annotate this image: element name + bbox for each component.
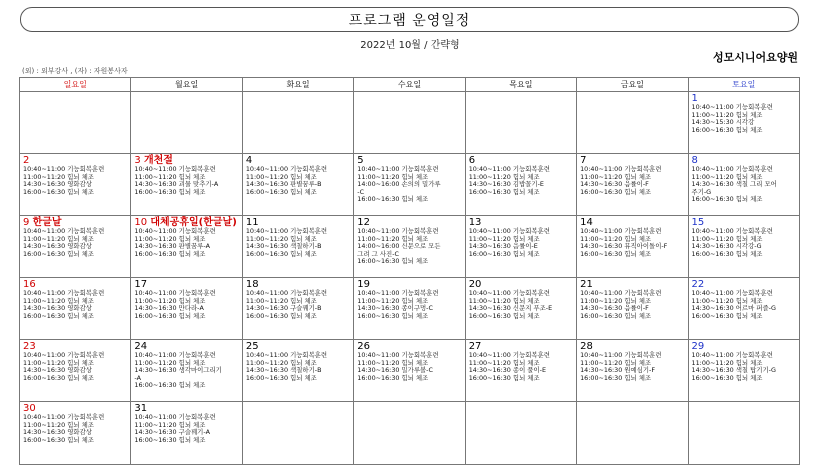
day-number-value: 18	[245, 279, 259, 290]
schedule-item: 14:30~16:30 구슬꿰기-A	[134, 428, 211, 437]
schedule-item: 10:40~11:00 기능회복훈련	[23, 227, 105, 235]
schedule-item: 11:00~11:20 힘뇌 체조	[357, 296, 429, 305]
schedule-item: 14:30~16:30 색칠 탑기기-G	[691, 366, 776, 375]
day-number-value: 11	[245, 217, 259, 228]
schedule-item: 10:40~11:00 기능회복훈련	[134, 351, 216, 359]
day-cell[interactable]	[131, 92, 242, 154]
schedule-item: 10:40~11:00 기능회복훈련	[23, 351, 105, 359]
schedule-item: 10:40~11:00 기능회복훈련	[245, 227, 328, 235]
schedule-item: 11:00~11:20 힘뇌 체조	[245, 234, 317, 243]
schedule-item: 10:40~11:00 기능회복훈련	[580, 351, 662, 359]
schedule-item: 11:00~11:20 힘뇌 체조	[357, 172, 429, 181]
schedule-item: 14:30~16:30 뮤직아이돌이-F	[580, 242, 668, 251]
schedule-item: 10:40~11:00 기능회복훈련	[23, 413, 105, 421]
schedule-item: 14:30~16:30 만다라-A	[134, 304, 204, 313]
schedule-item: 16:00~16:30 힘뇌 체조	[691, 311, 763, 320]
schedule-item: 11:00~11:20 힘뇌 체조	[134, 234, 206, 243]
schedule-item: 10:40~11:00 기능회복훈련	[357, 289, 439, 297]
schedule-item: 16:00~16:30 힘뇌 체조	[468, 187, 540, 196]
schedule-item: 11:00~11:20 힘뇌 체조	[245, 358, 317, 367]
schedule-item: 14:30~16:30 밀가루볼-C	[357, 366, 433, 375]
schedule-item: 16:00~16:30 힘뇌 체조	[134, 249, 206, 258]
day-cell[interactable]	[465, 278, 576, 340]
schedule-item: 14:30~16:30 종이 풀이-E	[468, 366, 546, 375]
schedule-item: 11:00~11:20 힘뇌 체조	[134, 420, 206, 429]
week-row	[20, 340, 800, 402]
day-cell[interactable]	[465, 154, 576, 216]
schedule-item: 16:00~16:30 힘뇌 체조	[134, 187, 206, 196]
schedule-item: 16:00~16:30 힘뇌 체조	[468, 249, 540, 258]
schedule-item: 16:00~16:30 힘뇌 체조	[357, 195, 429, 204]
day-number-value: 31	[134, 403, 148, 414]
schedule-item: 그려 그 사진-C	[357, 249, 399, 258]
schedule-item: 14:30~16:30 생각마이그리기	[134, 366, 222, 375]
schedule-item: 11:00~11:20 힘뇌 체조	[357, 358, 429, 367]
schedule-item: 10:40~11:00 기능회복훈련	[245, 289, 328, 297]
day-number-value: 20	[468, 279, 482, 290]
schedule-item: 10:40~11:00 기능회복훈련	[134, 165, 216, 173]
weekday-monday: 월요일	[131, 78, 242, 92]
schedule-item: 11:00~11:20 힘뇌 체조	[691, 234, 763, 243]
schedule-item: 11:00~11:20 힘뇌 체조	[691, 296, 763, 305]
schedule-item: 16:00~16:30 힘뇌 체조	[580, 373, 652, 382]
schedule-item: 16:00~16:30 힘뇌 체조	[691, 373, 763, 382]
legend-note: (외) : 외부강사 , (자) : 자원봉사자	[22, 67, 128, 75]
schedule-item: 10:40~11:00 기능회복훈련	[245, 351, 328, 359]
schedule-item: 10:40~11:00 기능회복훈련	[134, 413, 216, 421]
calendar-table	[19, 77, 800, 465]
day-cell[interactable]	[242, 340, 353, 402]
day-cell[interactable]	[354, 154, 465, 216]
schedule-item: 11:00~11:20 힘뇌 체조	[134, 358, 206, 367]
schedule-item: 14:30~16:30 판별꿈루-B	[245, 180, 322, 189]
organization-name: 성모시니어요양원	[712, 51, 798, 64]
schedule-item: 16:00~16:30 힘뇌 체조	[23, 249, 94, 258]
week-row	[20, 278, 800, 340]
schedule-item: 16:00~16:30 힘뇌 체조	[691, 195, 763, 204]
day-number-value: 14	[580, 217, 593, 228]
schedule-item: 14:30~16:30 음률이-F	[580, 180, 649, 189]
day-cell[interactable]	[688, 154, 799, 216]
day-cell[interactable]	[577, 340, 688, 402]
day-cell[interactable]	[354, 278, 465, 340]
schedule-item: 11:00~11:20 힘뇌 체조	[580, 358, 652, 367]
day-number-value: 25	[245, 341, 259, 352]
day-number-value: 23	[23, 341, 36, 352]
schedule-item: 14:30~16:30 영화감상	[23, 304, 92, 313]
weekday-sunday: 일요일	[20, 78, 131, 92]
schedule-item: 11:00~11:20 힘뇌 체조	[23, 296, 94, 305]
schedule-item: 16:00~16:30 힘뇌 체조	[357, 373, 429, 382]
schedule-item: 10:40~11:00 기능회복훈련	[691, 103, 773, 111]
day-number-value: 22	[691, 279, 705, 290]
week-row	[20, 154, 800, 216]
schedule-item: 주기-G	[691, 187, 712, 196]
day-cell[interactable]	[354, 402, 465, 465]
day-cell[interactable]	[131, 402, 242, 465]
schedule-item: 14:30~16:30 영화감상	[23, 180, 92, 189]
schedule-item: 16:00~16:30 힘뇌 체조	[245, 311, 317, 320]
schedule-item: 10:40~11:00 기능회복훈련	[691, 165, 773, 173]
schedule-item: 16:00~16:30 힘뇌 체조	[357, 311, 429, 320]
schedule-item: 16:00~16:30 힘뇌 체조	[23, 435, 94, 444]
schedule-item: 10:40~11:00 기능회복훈련	[580, 227, 662, 235]
day-cell[interactable]	[354, 340, 465, 402]
schedule-item: 11:00~11:20 힘뇌 체조	[580, 172, 652, 181]
schedule-item: 16:00~16:30 힘뇌 체조	[468, 373, 540, 382]
schedule-item: 16:00~16:30 힘뇌 체조	[580, 249, 652, 258]
schedule-item: 11:00~11:20 힘뇌 체조	[468, 234, 540, 243]
weekday-friday: 금요일	[577, 78, 688, 92]
schedule-item: 10:40~11:00 기능회복훈련	[23, 165, 105, 173]
day-cell[interactable]	[354, 216, 465, 278]
schedule-item: 14:00~16:00 신문으로 모든	[357, 242, 441, 251]
schedule-item: 10:40~11:00 기능회복훈련	[468, 165, 550, 173]
schedule-item: 11:00~11:20 힘뇌 체조	[580, 296, 652, 305]
day-number-value: 15	[691, 217, 705, 228]
schedule-item: 14:30~16:30 색칠하기-B	[245, 242, 322, 251]
schedule-item: 14:30~16:30 종이구멍-C	[357, 304, 433, 313]
day-cell[interactable]	[20, 340, 131, 402]
day-cell[interactable]	[688, 402, 799, 465]
page-subtitle: 2022년 10월 / 간략형	[360, 40, 460, 51]
schedule-item: 11:00~11:20 힘뇌 체조	[580, 234, 652, 243]
schedule-item: -C	[357, 187, 365, 196]
schedule-item: 11:00~11:20 힘뇌 체조	[134, 296, 206, 305]
schedule-item: 16:00~16:30 힘뇌 체조	[468, 311, 540, 320]
holiday-label: 개천절	[143, 155, 173, 166]
day-number-value: 13	[468, 217, 482, 228]
day-number-value: 1	[691, 93, 698, 104]
day-number-value: 12	[357, 217, 370, 228]
day-number-value: 3	[134, 155, 141, 166]
week-row	[20, 216, 800, 278]
day-cell[interactable]	[131, 154, 242, 216]
schedule-item: 10:40~11:00 기능회복훈련	[134, 227, 216, 235]
schedule-item: 16:00~16:30 힘뇌 체조	[580, 187, 652, 196]
holiday-label: 한글날	[32, 217, 62, 228]
schedule-item: 10:40~11:00 기능회복훈련	[468, 351, 550, 359]
schedule-item: 11:00~11:20 힘뇌 체조	[357, 234, 429, 243]
day-number-value: 24	[134, 341, 148, 352]
day-cell[interactable]	[465, 402, 576, 465]
schedule-item: 14:30~16:30 시각강-G	[691, 242, 762, 251]
schedule-item: 16:00~16:30 힘뇌 체조	[134, 311, 206, 320]
schedule-item: 14:30~16:30 신문지 푸조-E	[468, 304, 553, 313]
schedule-item: 16:00~16:30 힘뇌 체조	[691, 125, 763, 134]
schedule-item: 16:00~16:30 힘뇌 체조	[134, 435, 206, 444]
schedule-item: 11:00~11:20 힘뇌 체조	[23, 420, 94, 429]
day-number-value: 8	[691, 155, 698, 166]
schedule-item: 11:00~11:20 힘뇌 체조	[23, 172, 94, 181]
day-cell[interactable]	[20, 216, 131, 278]
week-row	[20, 92, 800, 154]
schedule-item: 11:00~11:20 힘뇌 체조	[23, 234, 94, 243]
schedule-item: 11:00~11:20 힘뇌 체조	[468, 296, 540, 305]
day-number-value: 6	[468, 155, 476, 166]
schedule-item: 16:00~16:30 힘뇌 체조	[357, 257, 429, 266]
schedule-item: 11:00~11:20 힘뇌 체조	[468, 358, 540, 367]
day-cell[interactable]	[577, 216, 688, 278]
schedule-item: 16:00~16:30 힘뇌 체조	[691, 249, 763, 258]
day-number-value: 30	[23, 403, 36, 414]
day-cell[interactable]	[242, 154, 353, 216]
schedule-item: 10:40~11:00 기능회복훈련	[357, 227, 439, 235]
day-cell[interactable]	[465, 340, 576, 402]
day-cell[interactable]	[465, 216, 576, 278]
holiday-label: 대체공휴일(한글날)	[150, 217, 237, 228]
day-number-value: 16	[23, 279, 36, 290]
weekday-tuesday: 화요일	[242, 78, 353, 92]
schedule-item: 11:00~11:20 힘뇌 체조	[691, 358, 763, 367]
schedule-item: 14:30~16:30 구슬꿰기-B	[245, 304, 322, 313]
schedule-item: 14:30~15:30 시각강	[691, 118, 755, 127]
weekday-header-row	[20, 78, 800, 92]
schedule-item: 10:40~11:00 기능회복훈련	[691, 289, 773, 297]
day-number-value: 5	[357, 155, 364, 166]
day-number-value: 4	[245, 155, 253, 166]
schedule-item: 14:30~16:30 음률이-E	[468, 242, 538, 251]
day-cell[interactable]	[131, 340, 242, 402]
schedule-item: 16:00~16:30 힘뇌 체조	[245, 249, 317, 258]
day-cell[interactable]	[688, 216, 799, 278]
schedule-item: 10:40~11:00 기능회복훈련	[580, 289, 662, 297]
day-number-value: 7	[580, 155, 587, 166]
schedule-item: 11:00~11:20 힘뇌 체조	[691, 172, 763, 181]
schedule-item: 11:00~11:20 힘뇌 체조	[134, 172, 206, 181]
day-cell[interactable]	[20, 402, 131, 465]
schedule-item: 16:00~16:30 힘뇌 체조	[580, 311, 652, 320]
day-number-value: 19	[357, 279, 370, 290]
schedule-item: 14:30~16:30 색칠 그리 모어	[691, 180, 777, 189]
schedule-item: 16:00~16:30 힘뇌 체조	[23, 311, 94, 320]
schedule-item: 10:40~11:00 기능회복훈련	[357, 351, 439, 359]
schedule-item: 16:00~16:30 힘뇌 체조	[134, 381, 206, 390]
day-cell[interactable]	[688, 340, 799, 402]
schedule-item: 14:00~16:00 손의의 밀가루	[357, 180, 441, 189]
schedule-item: -A	[134, 373, 141, 382]
schedule-item: 10:40~11:00 기능회복훈련	[134, 289, 216, 297]
day-number-value: 21	[580, 279, 593, 290]
schedule-item: 10:40~11:00 기능회복훈련	[468, 289, 550, 297]
day-number-value: 10	[134, 217, 148, 228]
page-title: 프로그램 운영일정	[20, 7, 799, 32]
day-cell[interactable]	[20, 154, 131, 216]
day-cell[interactable]	[20, 92, 131, 154]
day-cell[interactable]	[131, 216, 242, 278]
schedule-item: 10:40~11:00 기능회복훈련	[580, 165, 662, 173]
day-cell[interactable]	[242, 92, 353, 154]
day-cell[interactable]	[465, 92, 576, 154]
day-cell[interactable]	[20, 278, 131, 340]
week-row	[20, 402, 800, 465]
weekday-wednesday: 수요일	[354, 78, 465, 92]
day-cell[interactable]	[577, 402, 688, 465]
schedule-item: 14:30~16:30 괴물 맞추기-A	[134, 180, 219, 189]
day-cell[interactable]	[577, 278, 688, 340]
schedule-item: 16:00~16:30 힘뇌 체조	[245, 373, 317, 382]
day-cell[interactable]	[688, 92, 799, 154]
schedule-item: 14:30~16:30 영화감상	[23, 366, 92, 375]
schedule-item: 11:00~11:20 힘뇌 체조	[468, 172, 540, 181]
day-cell[interactable]	[131, 278, 242, 340]
schedule-item: 14:30~16:30 영화감상	[23, 242, 92, 251]
schedule-item: 10:40~11:00 기능회복훈련	[468, 227, 550, 235]
schedule-item: 14:30~16:30 색칠하기-B	[245, 366, 322, 375]
schedule-item: 10:40~11:00 기능회복훈련	[691, 351, 773, 359]
day-cell[interactable]	[577, 92, 688, 154]
schedule-item: 14:30~16:30 어르마 퍼즐-G	[691, 304, 776, 313]
schedule-item: 14:30~16:30 원예심기-F	[580, 366, 656, 375]
schedule-item: 14:30~16:30 판별꿈루-A	[134, 242, 211, 251]
schedule-item: 11:00~11:20 힘뇌 체조	[245, 296, 317, 305]
day-cell[interactable]	[242, 278, 353, 340]
day-cell[interactable]	[577, 154, 688, 216]
weekday-thursday: 목요일	[465, 78, 576, 92]
day-number-value: 27	[468, 341, 482, 352]
schedule-item: 14:30~16:30 음률이-F	[580, 304, 649, 313]
schedule-item: 14:30~16:30 김밥꼴기-E	[468, 180, 544, 189]
day-cell[interactable]	[688, 278, 799, 340]
day-number-value: 9	[23, 217, 30, 228]
schedule-item: 11:00~11:20 힘뇌 체조	[245, 172, 317, 181]
schedule-item: 16:00~16:30 힘뇌 체조	[23, 187, 94, 196]
day-cell[interactable]	[242, 402, 353, 465]
weekday-saturday: 토요일	[688, 78, 799, 92]
schedule-item: 10:40~11:00 기능회복훈련	[245, 165, 328, 173]
day-number-value: 17	[134, 279, 148, 290]
day-number-value: 2	[23, 155, 30, 166]
schedule-item: 10:40~11:00 기능회복훈련	[357, 165, 439, 173]
day-number-value: 28	[580, 341, 593, 352]
day-cell[interactable]	[354, 92, 465, 154]
day-cell[interactable]	[242, 216, 353, 278]
schedule-item: 10:40~11:00 기능회복훈련	[23, 289, 105, 297]
schedule-item: 10:40~11:00 기능회복훈련	[691, 227, 773, 235]
day-number-value: 26	[357, 341, 370, 352]
schedule-item: 16:00~16:30 힘뇌 체조	[23, 373, 94, 382]
schedule-item: 11:00~11:20 힘뇌 체조	[23, 358, 94, 367]
schedule-item: 14:30~16:30 영화감상	[23, 428, 92, 437]
schedule-item: 11:00~11:20 힘뇌 체조	[691, 110, 763, 119]
schedule-item: 16:00~16:30 힘뇌 체조	[245, 187, 317, 196]
day-number-value: 29	[691, 341, 705, 352]
